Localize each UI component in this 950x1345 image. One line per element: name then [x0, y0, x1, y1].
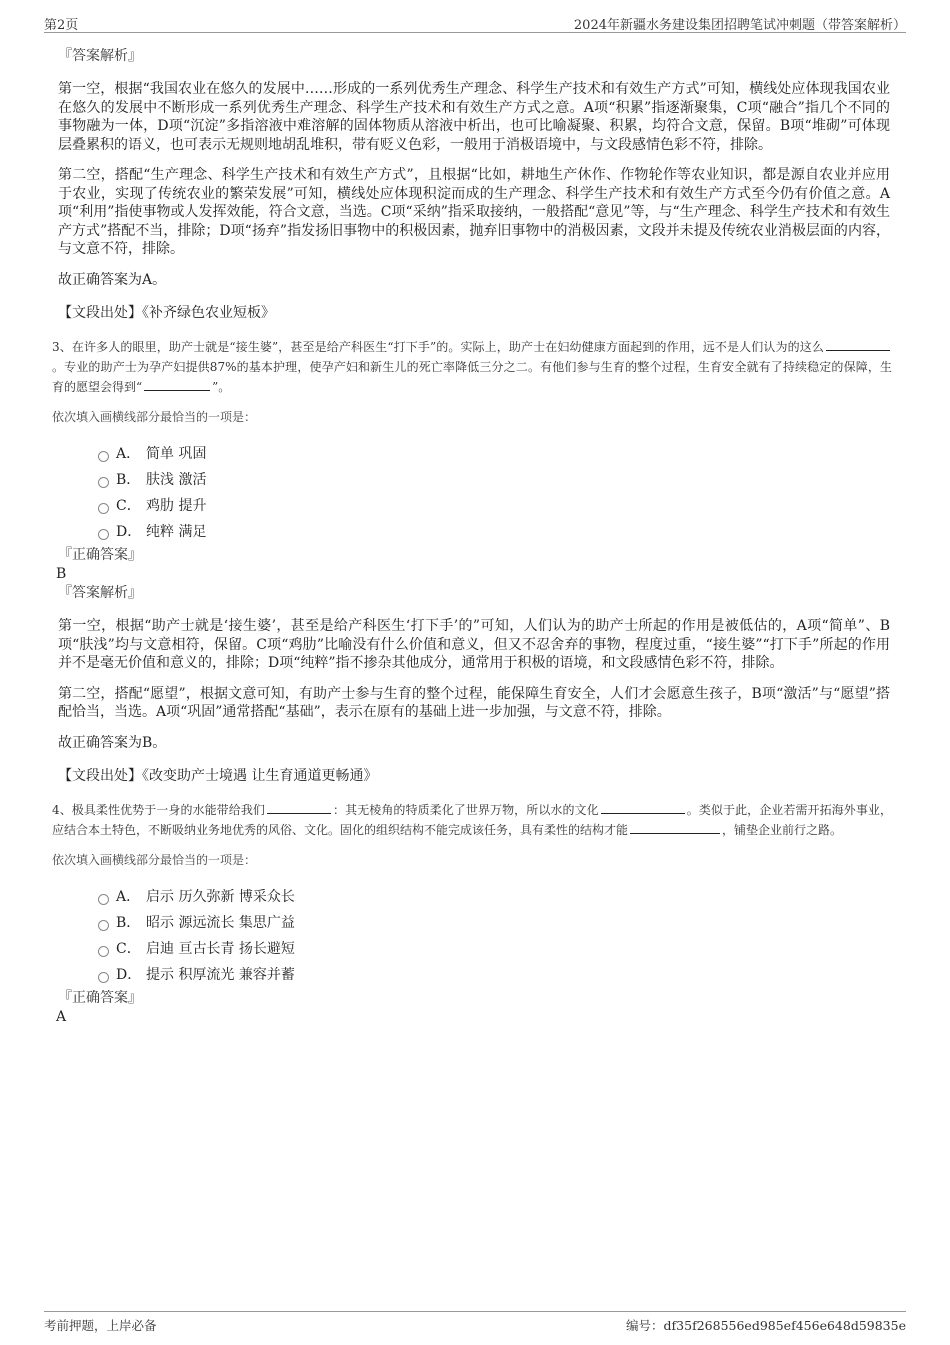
q3-option-a[interactable]: A． 简单 巩固 — [58, 441, 890, 467]
q4-option-a[interactable]: A． 启示 历久弥新 博采众长 — [58, 884, 890, 910]
q4-stem: 4、极具柔性优势于一身的水能带给我们 ：其无棱角的特质柔化了世界万物，所以水的文化 。类似于此，企业若需开拓海外事业，应结合本土特色，不断吸纳业务地优秀的风俗、文化。固化的组织结构不能完成该任务，具有柔性的结构才能 ，铺垫企业前行之路。 — [52, 800, 892, 840]
page-header — [44, 12, 906, 33]
q4-blank-1 — [267, 800, 331, 814]
q3-blank-2 — [144, 377, 210, 391]
radio-icon[interactable] — [98, 529, 109, 540]
q3-conclusion: 故正确答案为B。 — [58, 734, 167, 751]
q3-option-b[interactable]: B． 肤浅 激活 — [58, 467, 890, 493]
page-content — [52, 46, 892, 1026]
radio-icon[interactable] — [98, 451, 109, 462]
q3-stem: 3、在许多人的眼里，助产士就是“接生婆”，甚至是给产科医生“打下手”的。实际上，助产士在妇幼健康方面起到的作用，远不是人们认为的这么。专业的助产士为孕产妇提供87%的基本护理，使孕产妇和新生儿的死亡率降低三分之二。有他们参与生育的整个过程，生育安全就有了持续稳定的保障，生育的愿望会得到“ ”。 — [52, 337, 892, 397]
q4-blank-3 — [630, 820, 720, 834]
q4-option-c[interactable]: C． 启迪 亘古长青 扬长避短 — [58, 936, 890, 962]
q3-analysis-para-2: 第二空，搭配“愿望”，根据文意可知，有助产士参与生育的整个过程，能保障生育安全，人们才会愿意生孩子，B项“激活”与“愿望”搭配恰当，当选。A项“巩固”通常搭配“基础”，表示在原有的基础上进一步加强，与文意不符，排除。 — [58, 685, 890, 720]
q4-instruction: 依次填入画横线部分最恰当的一项是： — [52, 853, 257, 867]
q3-source: 【文段出处】《改变助产士境遇 让生育通道更畅通》 — [58, 768, 378, 784]
q2-analysis-para-1: 第一空，根据“我国农业在悠久的发展中……形成的一系列优秀生产理念、科学生产技术和有效生产方式”可知，横线处应体现我国农业在悠久的发展中不断形成一系列优秀生产理念、科学生产技术和有效生产方式之意。A项“积累”指逐渐聚集，C项“融合”指几个不同的事物融为一体，D项“沉淀”多指溶液中难溶解的固体物质从溶液中析出，也可比喻凝聚、积累，均符合文意，保留。B项“堆砌”可体现层叠累积的语义，也可表示无规则地胡乱堆积，带有贬义色彩，一般用于消极语境中，与文段感情色彩不符，排除。 — [58, 81, 890, 153]
radio-icon[interactable] — [98, 946, 109, 957]
radio-icon[interactable] — [98, 894, 109, 905]
q3-correct-answer: B — [56, 566, 67, 582]
radio-icon[interactable] — [98, 972, 109, 983]
radio-icon[interactable] — [98, 477, 109, 488]
q4-correct-tag: 『正确答案』 — [58, 990, 142, 1006]
radio-icon[interactable] — [98, 503, 109, 514]
q4-option-d[interactable]: D． 提示 积厚流光 兼容并蓄 — [58, 962, 890, 988]
q3-option-d[interactable]: D． 纯粹 满足 — [58, 519, 890, 545]
q4-blank-2 — [601, 800, 685, 814]
footer-slogan: 考前押题，上岸必备 — [44, 1318, 157, 1333]
q4-correct-answer: A — [56, 1009, 67, 1025]
q3-instruction: 依次填入画横线部分最恰当的一项是： — [52, 410, 257, 424]
q3-options — [58, 441, 890, 545]
q2-conclusion: 故正确答案为A。 — [58, 271, 167, 288]
page-number: 第2页 — [44, 18, 79, 33]
page-footer — [44, 1311, 906, 1334]
document-code: 编号：df35f268556ed985ef456e648d59835e — [626, 1318, 906, 1333]
q3-blank-1 — [826, 337, 890, 351]
q3-analysis-para-1: 第一空，根据“助产士就是‘接生婆’，甚至是给产科医生‘打下手’的”可知，人们认为的助产士所起的作用是被低估的，A项“简单”、B项“肤浅”均与文意相符，保留。C项“鸡肋”比喻没有什么价值和意义，但又不忍舍弃的事物，程度过重，“接生婆”“打下手”所起的作用并不是毫无价值和意义的，排除；D项“纯粹”指不掺杂其他成分，通常用于积极的语境，和文段感情色彩不符，排除。 — [58, 618, 890, 671]
q3-analysis-tag: 『答案解析』 — [58, 585, 142, 601]
q3-correct-tag: 『正确答案』 — [58, 547, 142, 563]
q2-analysis-para-2: 第二空，搭配“生产理念、科学生产技术和有效生产方式”，且根据“比如，耕地生产休作、作物轮作等农业知识，都是源自农业并应用于农业，实现了传统农业的繁荣发展”可知，横线处应体现积淀而成的生产理念、科学生产技术和有效生产方式至今仍有价值之意。A项“利用”指使事物或人发挥效能，符合文意，当选。C项“采纳”指采取接纳，一般搭配“意见”等，与“生产理念、科学生产技术和有效生产方式”搭配不当，排除；D项“扬弃”指发扬旧事物中的积极因素，抛弃旧事物中的消极因素，文段并未提及传统农业消极层面的内容，与文意不符，排除。 — [58, 167, 890, 257]
document-title: 2024年新疆水务建设集团招聘笔试冲刺题（带答案解析） — [573, 18, 906, 33]
q3-option-c[interactable]: C． 鸡肋 提升 — [58, 493, 890, 519]
q4-options — [58, 884, 890, 988]
q2-source: 【文段出处】《补齐绿色农业短板》 — [58, 305, 275, 321]
q2-analysis-tag: 『答案解析』 — [58, 48, 142, 64]
q4-option-b[interactable]: B． 昭示 源远流长 集思广益 — [58, 910, 890, 936]
radio-icon[interactable] — [98, 920, 109, 931]
